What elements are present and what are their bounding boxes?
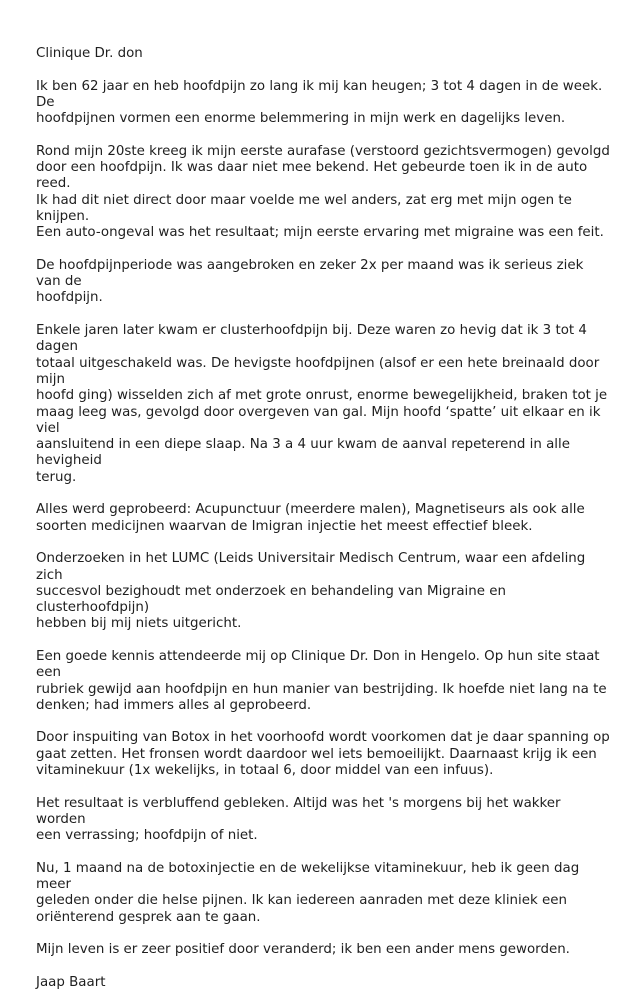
- letter: [36, 46, 611, 991]
- paragraph-botox-treatment: Door inspuiting van Botox in het voorhoofd wordt voorkomen dat je daar spanning op gaat zetten. Het fronsen wordt daardoor wel iets bemoeilijkt. Daarnaast krijg ik een vitaminekuur (1x wekelijks, in totaal 6, door middel van een infuus).: [36, 730, 610, 779]
- salutation: Clinique Dr. don: [36, 46, 143, 61]
- paragraph-clinique-referral: Een goede kennis attendeerde mij op Clinique Dr. Don in Hengelo. Op hun site staat een rubriek gewijd aan hoofdpijn en hun manier van bestrijding. Ik hoefde niet lang na te denken; had immers alles al geprobeerd.: [36, 648, 607, 713]
- signature: Jaap Baart: [36, 974, 106, 990]
- paragraph-one-month-after: Nu, 1 maand na de botoxinjectie en de wekelijkse vitaminekuur, heb ik geen dag meer geleden onder die helse pijnen. Ik kan iedereen aanraden met deze kliniek een oriënterend gesprek aan te gaan.: [36, 860, 580, 925]
- paragraph-age-headaches: Ik ben 62 jaar en heb hoofdpijn zo lang ik mij kan heugen; 3 tot 4 dagen in de week. De hoofdpijnen vormen een enorme belemmering in mijn werk en dagelijks leven.: [36, 78, 603, 127]
- paragraph-result: Het resultaat is verbluffend gebleken. Altijd was het 's morgens bij het wakker worden een verrassing; hoofdpijn of niet.: [36, 795, 561, 844]
- paragraph-treatments-tried: Alles werd geprobeerd: Acupunctuur (meerdere malen), Magnetiseurs als ook alle soorten medicijnen waarvan de Imigran injectie het meest effectief bleek.: [36, 502, 585, 534]
- paragraph-first-aura: Rond mijn 20ste kreeg ik mijn eerste aurafase (verstoord gezichtsvermogen) gevolgd door een hoofdpijn. Ik was daar niet mee bekend. Het gebeurde toen ik in de auto reed. Ik had dit niet direct door maar voelde me wel anders, zat erg met mijn ogen te knijpen. Een auto-ongeval was het resultaat; mijn eerste ervaring met migraine was een feit.: [36, 143, 610, 241]
- paragraph-cluster-headache: Enkele jaren later kwam er clusterhoofdpijn bij. Deze waren zo hevig dat ik 3 tot 4 dagen totaal uitgeschakeld was. De hevigste hoofdpijnen (alsof er een hete breinaald door mijn hoofd ging) wisselden zich af met grote onrust, enorme bewegelijkheid, braken tot je maag leeg was, gevolgd door overgeven van gal. Mijn hoofd ‘spatte’ uit elkaar en ik viel aansluitend in een diepe slaap. Na 3 a 4 uur kwam de aanval repeterend in alle hevigheid terug.: [36, 323, 608, 485]
- paragraph-headache-period: De hoofdpijnperiode was aangebroken en zeker 2x per maand was ik serieus ziek van de hoofdpijn.: [36, 257, 584, 306]
- paragraph-lumc-research: Onderzoeken in het LUMC (Leids Universitair Medisch Centrum, waar een afdeling zich succesvol bezighoudt met onderzoek en behandeling van Migraine en clusterhoofdpijn) hebben bij mij niets uitgericht.: [36, 551, 586, 632]
- paragraph-life-changed: Mijn leven is er zeer positief door veranderd; ik ben een ander mens geworden.: [36, 942, 570, 958]
